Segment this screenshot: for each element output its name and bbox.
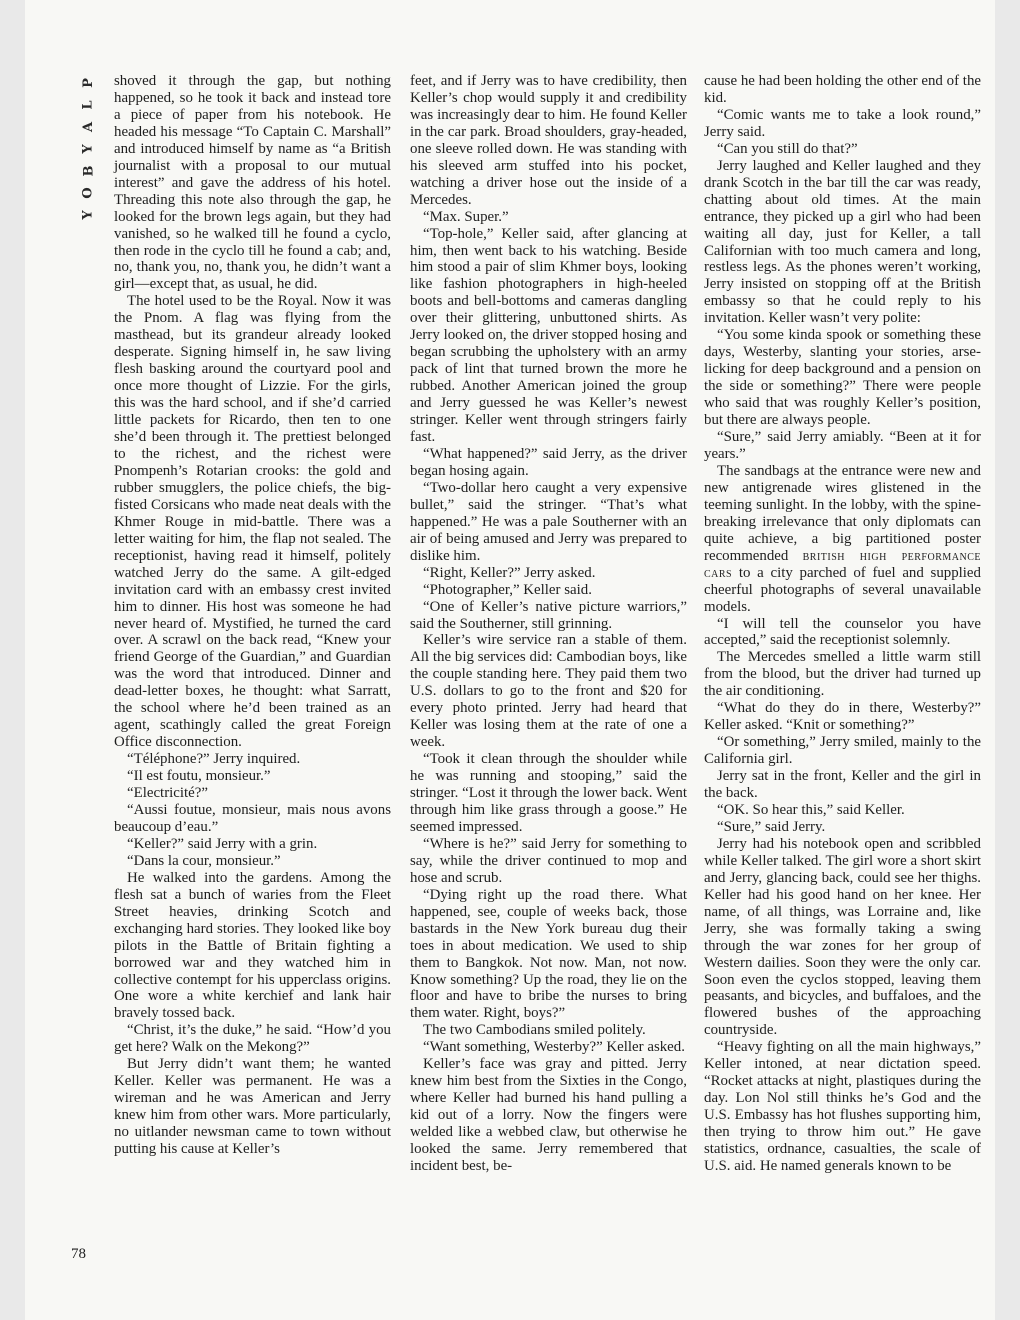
paragraph: “Sure,” said Jerry. (717, 818, 826, 835)
text-column-2 (410, 73, 687, 1175)
paragraph: Jerry laughed and Keller laughed and they drank Scotch in the bar till the car was ready, chatting about old times. At the main entrance, they picked up a girl who had been waiting all day, just for Keller, a tall Californian with too much camera and long, restless legs. As the phones weren’t working, Jerry insisted on stopping off at the British embassy so that he could reply to his invitation. Keller wasn’t very polite: (704, 157, 981, 327)
paragraph: “Téléphone?” Jerry inquired. (127, 751, 301, 768)
paragraph: Keller’s face was gray and pitted. Jerry knew him best from the Sixties in the Congo, where Keller had burned his hand pulling a kid out of a lorry. Now the fingers were welded like a webbed claw, but otherwise he looked the same. Jerry remembered that incident best, be- (410, 1056, 687, 1174)
running-head-letter: Y (81, 144, 96, 154)
magazine-page (25, 0, 995, 1320)
paragraph: “What happened?” said Jerry, as the driver began hosing again. (410, 445, 687, 479)
paragraph: “Dans la cour, monsieur.” (127, 852, 281, 869)
running-head-letter: O (80, 187, 96, 199)
paragraph: “Sure,” said Jerry amiably. “Been at it for years.” (704, 429, 981, 462)
paragraph: “Can you still do that?” (717, 140, 858, 157)
paragraph: “Right, Keller?” Jerry asked. (423, 564, 596, 581)
paragraph: But Jerry didn’t want them; he wanted Keller. Keller was permanent. He was a wireman and he was American and Jerry knew him from other wars. More particularly, no uitlander newsman came to town without putting his cause at Keller’s (114, 1056, 391, 1158)
paragraph: “Il est foutu, monsieur.” (127, 768, 271, 785)
paragraph: “Electricité?” (127, 785, 209, 802)
paragraph: “Aussi foutue, monsieur, mais nous avons beaucoup d’eau.” (114, 801, 391, 835)
text-column-1 (114, 73, 391, 1158)
paragraph: “Max. Super.” (423, 208, 509, 225)
paragraph: “Where is he?” said Jerry for something to say, while the driver continued to mop and hose and scrub. (410, 835, 687, 886)
paragraph: “I will tell the counselor you have accepted,” said the receptionist solemnly. (704, 615, 981, 649)
paragraph: “You some kinda spook or something these days, Westerby, slanting your stories, arse-licking for deep background and a pension on the side or something?” There were people who said that was roughly Keller’s position, but there are always people. (704, 327, 981, 429)
running-head-letter: Y (81, 210, 96, 220)
poster-caption: british high performance cars (704, 547, 981, 581)
paragraph: “Top-hole,” Keller said, after glancing at him, then went back to his watching. Beside him stood a pair of slim Khmer boys, looking like fashion photographers in high-heeled boots and bell-bottoms and cameras dangling over their glittering, unbuttoned shirts. As Jerry looked on, the driver stopped hosing and began scrubbing the upholstery with an army pack of lint that turned brown the more he rubbed. Another American joined the group and Jerry guessed he was Keller’s newest stringer. Keller went through stringers fairly fast. (410, 225, 687, 446)
paragraph: “Or something,” Jerry smiled, mainly to the California girl. (704, 734, 981, 768)
paragraph: “Want something, Westerby?” Keller asked. (423, 1039, 685, 1056)
paragraph: The two Cambodians smiled politely. (423, 1022, 646, 1039)
paragraph-with-poster (704, 463, 981, 616)
paragraph: The hotel used to be the Royal. Now it was the Pnom. A flag was flying from the masthead, but its grandeur already looked desperate. Signing himself in, he saw living flesh basking around the courtyard pool and once more thought of Lizzie. For the girls, this was the hard school, and if she’d carried little packets for Ricardo, then ten to one she’d been through it. The prettiest belonged to the richest, and the richest were Pnompenh’s Rotarian crooks: the gold and rubber smugglers, the police chiefs, the big-fisted Corsicans who made neat deals with the Khmer Rouge in mid-battle. There was a letter waiting for him, the flap not sealed. The receptionist, having read it himself, politely watched Jerry do the same. A gilt-edged invitation card with an embassy crest invited him to dinner. His host was someone he had never heard of. Mystified, he turned the card over. A scrawl on the back read, “Knew your friend George of the Guardian,” and Guardian was the word that introduced. Dinner and dead-letter boxes, he thought: what Sarratt, the school where he’d been trained as an agent, scathingly called the great Foreign Office disconnection. (114, 293, 391, 751)
paragraph: shoved it through the gap, but nothing happened, so he took it back and instead tore a piece of paper from his notebook. He headed his message “To Captain C. Marshall” and introduced himself by name as “a British journalist with a proposal to our mutual interest” and gave the address of his hotel. Threading this note also through the gap, he looked for the brown legs again, but they had vanished, so he walked till he found a cyclo, then rode in the cyclo till he found a cab; and, no, thank you, no, thank you, he didn’t want a girl—except that, as usual, he did. (114, 73, 391, 293)
paragraph: Keller’s wire service ran a stable of them. All the big services did: Cambodian boys, like the couple standing here. They paid them two U.S. dollars to go to the front and $20 for every photo printed. Jerry had heard that Keller was losing them at the rate of one a week. (410, 632, 687, 751)
running-head-letter: B (81, 165, 96, 177)
paragraph: “Comic wants me to take a look round,” Jerry said. (704, 106, 981, 140)
paragraph: “Heavy fighting on all the main highways,” Keller intoned, at near dictation speed. “Rocket attacks at night, plastiques during the day. Lon Nol still thinks he’s God and the U.S. Embassy has hot flushes supporting him, then trying to throw him out.” He gave statistics, ordnance, casualties, the scale of U.S. aid. He named generals known to be (704, 1039, 981, 1174)
paragraph: cause he had been holding the other end of the kid. (704, 73, 981, 106)
paragraph: He walked into the gardens. Among the flesh sat a bunch of waries from the Fleet Street heavies, drinking Scotch and exchanging hard stories. They looked like boy pilots in the Battle of Britain fighting a borrowed war and they watched him in collective contempt for his upperclass origins. One wore a white kerchief and lank hair bravely tossed back. (114, 869, 391, 1022)
paragraph-text: to a city parched of fuel and supplied cheerful photographs of several unavailable models. (704, 564, 981, 615)
paragraph: Jerry had his notebook open and scribbled while Keller talked. The girl wore a short skirt and Jerry, glancing back, could see her thighs. Keller had his good hand on her knee. Her name, of all things, was Lorraine and, like Jerry, she was formally taking a swing through the war zones for her group of Western dailies. Soon they were the only car. Soon even the cyclos stopped, leaving them peasants, and bicycles, and buffaloes, and the flowered bushes of the approaching countryside. (704, 835, 981, 1039)
paragraph: “One of Keller’s native picture warriors,” said the Southerner, still grinning. (410, 598, 687, 632)
paragraph: feet, and if Jerry was to have credibility, then Keller’s chop would supply it and credibility was increasingly dear to him. He found Keller in the car park. Broad shoulders, gray-headed, one sleeve rolled down. He was standing with his sleeved arm stuffed into his pocket, watching a driver hose out the inside of a Mercedes. (410, 73, 687, 208)
paragraph: “Dying right up the road there. What happened, see, couple of weeks back, those bastards in the New York bureau dug their toes in about medication. We used to ship them to Bangkok. Not now. Man, not now. Know something? Up the road, they lie on the floor and have to bribe the nurses to bring them water. Right, boys?” (410, 886, 687, 1022)
paragraph: “Took it clean through the shoulder while he was running and stooping,” said the stringer. “Lost it through the lower back. Went through him like grass through a goose.” He seemed impressed. (410, 751, 687, 835)
paragraph: The Mercedes smelled a little warm still from the blood, but the driver had turned up the air conditioning. (704, 649, 981, 700)
running-head-letter: A (81, 121, 96, 133)
running-head-letter: P (81, 78, 96, 88)
running-head (82, 72, 96, 226)
paragraph: “OK. So hear this,” said Keller. (717, 801, 905, 818)
page-number: 78 (71, 1246, 86, 1262)
paragraph: “Photographer,” Keller said. (423, 581, 592, 598)
paragraph: “Keller?” said Jerry with a grin. (127, 835, 318, 852)
paragraph: Jerry sat in the front, Keller and the girl in the back. (704, 768, 981, 802)
text-column-3 (704, 73, 981, 1175)
paragraph-text: The sandbags at the entrance were new and new antigrenade wires glistened in the teeming sunlight. In the lobby, with the spine-breaking irrelevance that only diplomats can quite achieve, a big partitioned poster recommended (704, 462, 981, 564)
paragraph: “What do they do in there, Westerby?” Keller asked. “Knit or something?” (704, 700, 981, 734)
running-head-letter: L (80, 100, 96, 110)
paragraph: “Two-dollar hero caught a very expensive bullet,” said the stringer. “That’s what happened.” He was a pale Southerner with an air of being amused and Jerry was prepared to dislike him. (410, 479, 687, 564)
paragraph: “Christ, it’s the duke,” he said. “How’d you get here? Walk on the Mekong?” (114, 1022, 391, 1056)
